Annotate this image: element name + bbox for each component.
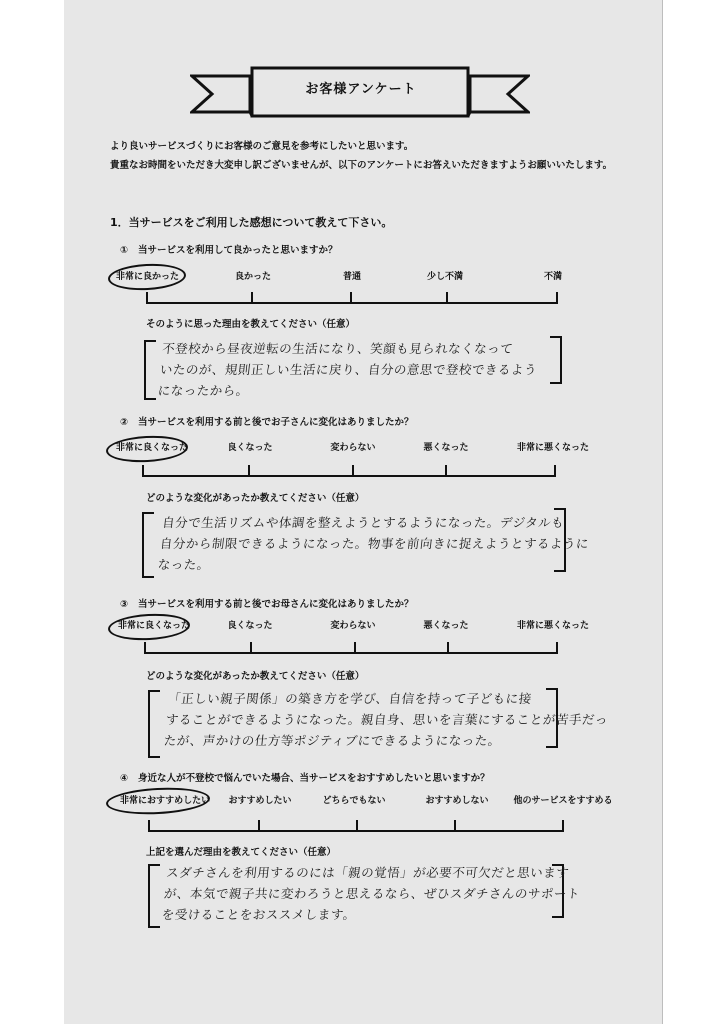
question-number: ④ (120, 773, 129, 784)
answer-bracket-left (148, 864, 160, 928)
question-4 (120, 770, 490, 784)
answer-line: 「正しい親子関係」の築き方を学び、自信を持って子どもに接 (167, 691, 533, 706)
reason-label-4: 上記を選んだ理由を教えてください（任意） (146, 847, 337, 858)
question-number: ② (120, 417, 129, 428)
handwritten-answer-3 (163, 688, 612, 751)
page-title: お客様アンケート (305, 82, 417, 97)
answer-line: 不登校から昼夜逆転の生活になり、笑顔も見られなくなって (161, 341, 515, 356)
handwritten-answer-4 (161, 862, 584, 925)
answer-line: なった。 (157, 557, 211, 572)
answer-line: が、本気で親子共に変わろうと思えるなら、ぜひスダチさんのサポート (163, 886, 581, 901)
answer-line: することができるようになった。親自身、思いを言葉にすることが苦手だっ (165, 712, 609, 727)
option-very-good[interactable]: 非常に良かった (116, 272, 180, 282)
answer-bracket-left (144, 340, 156, 400)
intro-line-1: より良いサービスづくりにお客様のご意見を参考にしたいと思います。 (110, 141, 414, 152)
question-2 (120, 414, 414, 428)
option-dissatisfied[interactable]: 不満 (543, 272, 563, 282)
question-number: ① (120, 245, 129, 256)
option-worse[interactable]: 悪くなった (423, 443, 469, 453)
sheet-edge (662, 0, 663, 1024)
reason-label-3: どのような変化があったか教えてください（任意） (146, 671, 365, 682)
intro-line-2: 貴重なお時間をいただき大変申し訳ございませんが、以下のアンケートにお答えいただきますようお願いいたします。 (110, 160, 613, 171)
option-much-worse[interactable]: 非常に悪くなった (516, 443, 590, 453)
reason-label-2: どのような変化があったか教えてください（任意） (146, 493, 365, 504)
option-strongly-recommend[interactable]: 非常におすすめしたい (120, 796, 211, 806)
reason-label-1: そのように思った理由を教えてください（任意） (146, 319, 356, 330)
option-not-recommend[interactable]: おすすめしない (425, 796, 489, 806)
question-3 (120, 596, 414, 610)
option-worse[interactable]: 悪くなった (423, 621, 469, 631)
answer-line: たが、声かけの仕方等ポジティブにできるようになった。 (163, 733, 502, 748)
question-1 (120, 242, 338, 256)
question-text: 当サービスを利用する前と後でお子さんに変化はありましたか？ (138, 417, 414, 428)
option-better[interactable]: 良くなった (227, 621, 273, 631)
option-recommend-other[interactable]: 他のサービスをすすめる (513, 796, 613, 806)
question-text: 当サービスを利用する前と後でお母さんに変化はありましたか？ (138, 599, 414, 610)
option-much-worse[interactable]: 非常に悪くなった (516, 621, 590, 631)
question-text: 身近な人が不登校で悩んでいた場合、当サービスをおすすめしたいと思いますか？ (138, 773, 490, 784)
option-neutral[interactable]: どちらでもない (322, 796, 386, 806)
option-average[interactable]: 普通 (342, 272, 362, 282)
question-number: ③ (120, 599, 129, 610)
option-slightly-dissatisfied[interactable]: 少し不満 (426, 272, 464, 282)
question-text: 当サービスを利用して良かったと思いますか？ (138, 245, 338, 256)
option-much-better[interactable]: 非常に良くなった (118, 621, 191, 631)
answer-bracket-right (550, 336, 562, 384)
answer-line: を受けることをおススメします。 (161, 907, 357, 922)
option-recommend[interactable]: おすすめしたい (228, 796, 292, 806)
answer-bracket-left (148, 690, 160, 758)
option-much-better[interactable]: 非常に良くなった (116, 443, 189, 453)
option-good[interactable]: 良かった (234, 272, 272, 282)
option-no-change[interactable]: 変わらない (330, 621, 376, 631)
section-heading: 1．当サービスをご利用した感想について教えて下さい。 (110, 216, 393, 229)
option-better[interactable]: 良くなった (227, 443, 273, 453)
answer-line: 自分で生活リズムや体調を整えようとするようになった。デジタルも (161, 515, 566, 530)
option-no-change[interactable]: 変わらない (330, 443, 376, 453)
answer-line: になったから。 (157, 383, 250, 398)
answer-line: スダチさんを利用するのには「親の覚悟」が必要不可欠だと思います (165, 865, 571, 880)
handwritten-answer-2 (157, 512, 593, 575)
answer-line: いたのが、規則正しい生活に戻り、自分の意思で登校できるよう (159, 362, 538, 377)
answer-bracket-left (142, 512, 154, 578)
handwritten-answer-1 (157, 338, 541, 401)
answer-line: 自分から制限できるようになった。物事を前向きに捉えようとするように (159, 536, 590, 551)
